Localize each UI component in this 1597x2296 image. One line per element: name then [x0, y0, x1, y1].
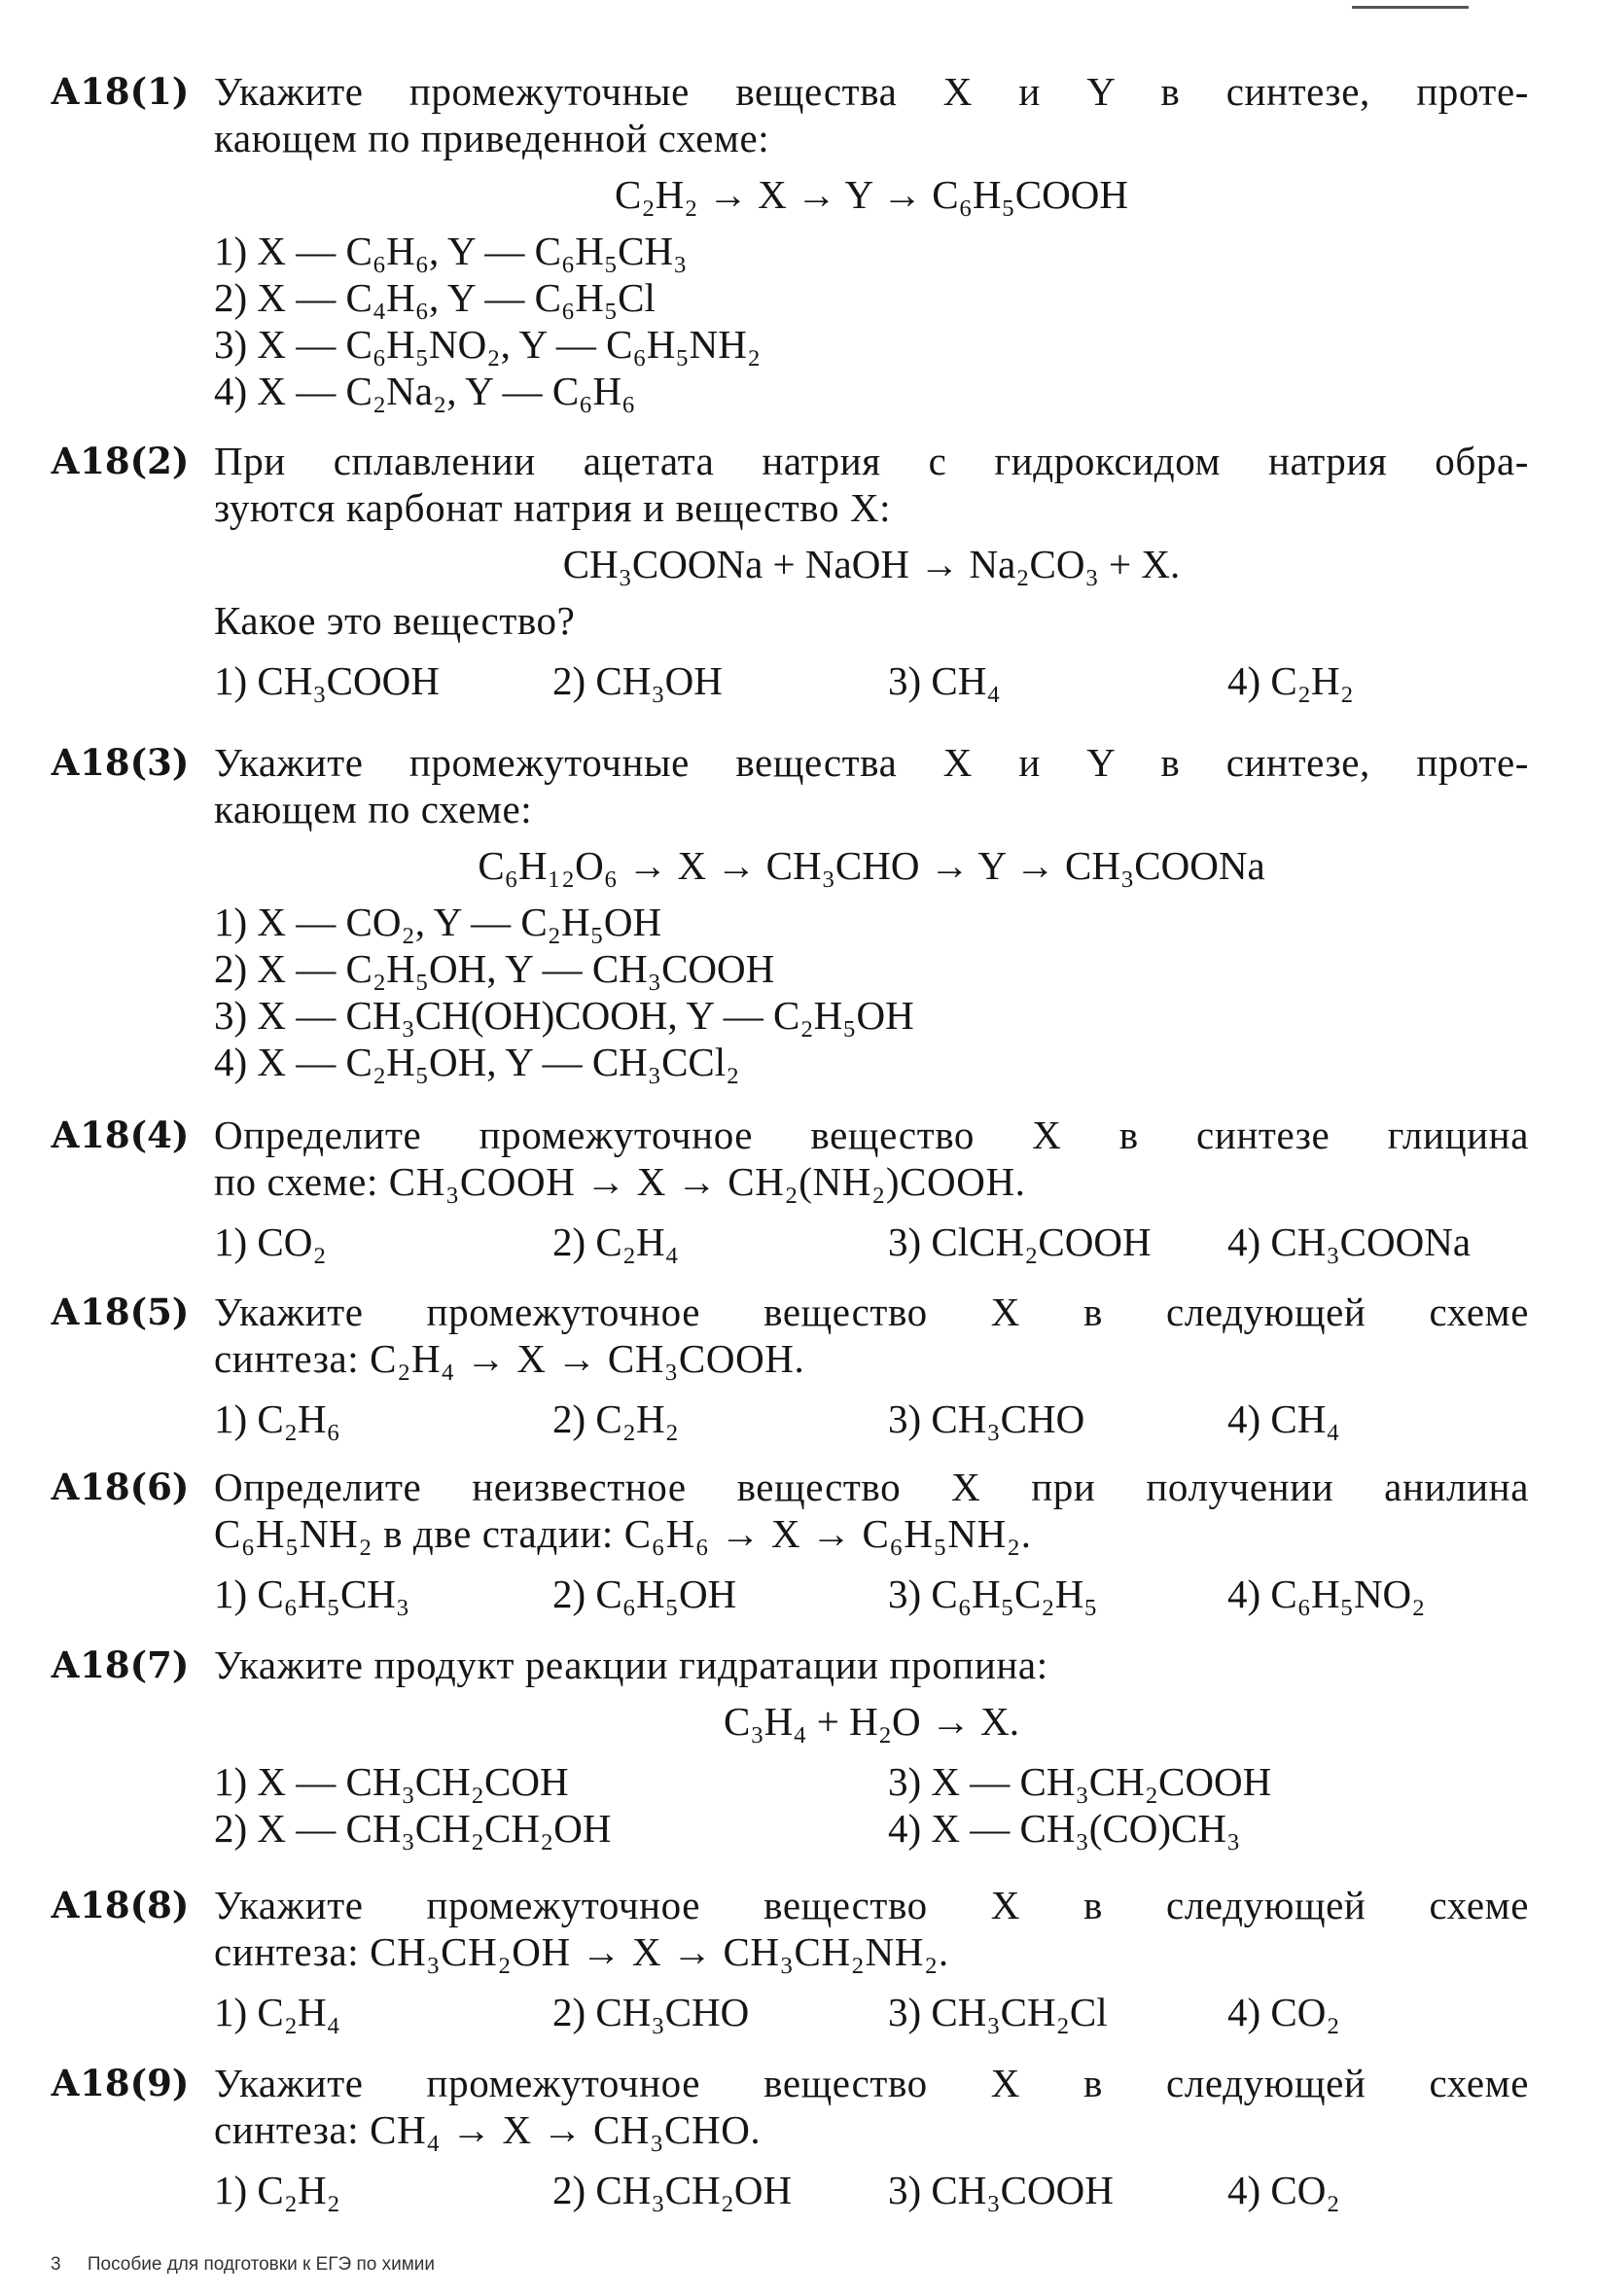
question-id: А18(9): [51, 2062, 190, 2104]
answer-option: 3) X — CH₃CH₂COOH: [888, 1759, 1272, 1804]
question-id: А18(5): [51, 1290, 190, 1333]
question-text-line: При сплавлении ацетата натрия с гидроксидом натрия обра-: [214, 439, 1529, 483]
answer-option: 4) CO₂: [1227, 1990, 1340, 2034]
answer-option: 2) CH₃OH: [552, 658, 723, 703]
answer-option: 1) C₂H₄: [214, 1990, 340, 2034]
reaction-scheme: CH₃COONa + NaOH → Na₂CO₃ + X.: [562, 542, 1181, 586]
answer-option: 1) C₆H₅CH₃: [214, 1572, 410, 1616]
answer-option: 1) CH₃COOH: [214, 658, 440, 703]
answer-options: [214, 899, 1529, 1085]
answer-option: 2) X — C₂H₅OH, Y — CH₃COOH: [214, 946, 775, 991]
question-text-line: Определите неизвестное вещество X при получении анилина: [214, 1465, 1529, 1509]
answer-options: [214, 2167, 1529, 2217]
answer-option: 3) CH₃CH₂Cl: [888, 1990, 1108, 2034]
question-id: А18(6): [51, 1466, 190, 1508]
question-a18-1: [51, 68, 1529, 414]
footer-title: Пособие для подготовки к ЕГЭ по химии: [87, 2254, 436, 2275]
answer-option: 2) X — C₄H₆, Y — C₆H₅Cl: [214, 275, 656, 320]
question-a18-7: [51, 1642, 1529, 1854]
page-number: 3: [51, 2254, 61, 2275]
question-text-line: Определите промежуточное вещество X в синтезе глицина: [214, 1113, 1529, 1157]
answer-option: 2) CH₃CH₂OH: [552, 2168, 793, 2212]
answer-options: [214, 1758, 1529, 1854]
answer-option: 1) X — CH₃CH₂COH: [214, 1759, 569, 1804]
answer-option: 4) X — C₂H₅OH, Y — CH₃CCl₂: [214, 1040, 740, 1084]
answer-option: 4) X — CH₃(CO)CH₃: [888, 1806, 1241, 1851]
answer-option: 4) X — C₂Na₂, Y — C₆H₆: [214, 369, 636, 413]
answer-option: 3) ClCH₂COOH: [888, 1219, 1152, 1264]
answer-option: 2) CH₃CHO: [552, 1990, 750, 2034]
question-id: А18(4): [51, 1113, 190, 1156]
answer-option: 3) CH₄: [888, 658, 1001, 703]
top-rule: [1352, 6, 1469, 9]
question-a18-6: [51, 1464, 1529, 1621]
question-a18-8: [51, 1882, 1529, 2039]
answer-option: 2) X — CH₃CH₂CH₂OH: [214, 1806, 612, 1851]
question-id: А18(3): [51, 741, 190, 784]
answer-options: [214, 228, 1529, 414]
question-text-line: Укажите промежуточные вещества X и Y в синтезе, проте-: [214, 69, 1529, 114]
question-text-line: по схеме: CH₃COOH → X → CH₂(NH₂)COOH.: [214, 1159, 1026, 1204]
answer-option: 2) C₂H₂: [552, 1396, 679, 1441]
question-text-line: кающем по приведенной схеме:: [214, 116, 770, 160]
question-text-line: синтеза: CH₄ → X → CH₃CHO.: [214, 2107, 762, 2152]
question-text-line: Укажите промежуточное вещество X в следующей схеме: [214, 1883, 1529, 1927]
reaction-scheme: C₃H₄ + H₂O → X.: [723, 1699, 1020, 1744]
question-a18-2: [51, 438, 1529, 708]
answer-option: 4) CO₂: [1227, 2168, 1340, 2212]
question-a18-5: [51, 1289, 1529, 1446]
answer-option: 3) X — C₆H₅NO₂, Y — C₆H₅NH₂: [214, 322, 762, 367]
question-text-line: Укажите промежуточные вещества X и Y в синтезе, проте-: [214, 740, 1529, 785]
answer-option: 3) C₆H₅C₂H₅: [888, 1572, 1098, 1616]
reaction-scheme: C₂H₂ → X → Y → C₆H₅COOH: [615, 172, 1128, 217]
question-text-line: Укажите промежуточное вещество X в следующей схеме: [214, 2061, 1529, 2105]
answer-options: [214, 657, 1529, 708]
answer-option: 3) CH₃COOH: [888, 2168, 1114, 2212]
question-id: А18(8): [51, 1884, 190, 1926]
reaction-scheme: C₆H₁₂O₆ → X → CH₃CHO → Y → CH₃COONa: [478, 843, 1265, 888]
question-text-line: синтеза: CH₃CH₂OH → X → CH₃CH₂NH₂.: [214, 1929, 949, 1974]
answer-option: 3) CH₃CHO: [888, 1396, 1085, 1441]
answer-option: 2) C₂H₄: [552, 1219, 679, 1264]
answer-options: [214, 1571, 1529, 1621]
answer-option: 1) C₂H₂: [214, 2168, 340, 2212]
answer-options: [214, 1989, 1529, 2039]
question-a18-9: [51, 2060, 1529, 2217]
answer-option: 1) CO₂: [214, 1219, 327, 1264]
question-followup: Какое это вещество?: [214, 598, 576, 643]
answer-option: 3) X — CH₃CH(OH)COOH, Y — C₂H₅OH: [214, 993, 914, 1038]
question-text-line: кающем по схеме:: [214, 787, 533, 831]
question-text-line: синтеза: C₂H₄ → X → CH₃COOH.: [214, 1336, 805, 1381]
question-a18-3: [51, 739, 1529, 1085]
question-text-line: Укажите продукт реакции гидратации пропина:: [214, 1643, 1048, 1687]
answer-option: 2) C₆H₅OH: [552, 1572, 737, 1616]
question-id: А18(2): [51, 440, 190, 482]
question-text-line: зуются карбонат натрия и вещество X:: [214, 485, 892, 530]
answer-option: 4) CH₃COONa: [1227, 1219, 1472, 1264]
answer-option: 1) C₂H₆: [214, 1396, 340, 1441]
answer-options: [214, 1395, 1529, 1446]
answer-option: 1) X — CO₂, Y — C₂H₅OH: [214, 900, 662, 944]
answer-option: 1) X — C₆H₆, Y — C₆H₅CH₃: [214, 229, 688, 273]
question-id: А18(1): [51, 70, 190, 113]
answer-option: 4) C₂H₂: [1227, 658, 1354, 703]
question-text-line: Укажите промежуточное вещество X в следующей схеме: [214, 1289, 1529, 1334]
answer-option: 4) C₆H₅NO₂: [1227, 1572, 1426, 1616]
answer-option: 4) CH₄: [1227, 1396, 1340, 1441]
question-id: А18(7): [51, 1643, 190, 1686]
answer-options: [214, 1219, 1529, 1269]
page-footer: [51, 2254, 435, 2276]
question-text-line: C₆H₅NH₂ в две стадии: C₆H₆ → X → C₆H₅NH₂.: [214, 1511, 1032, 1556]
question-a18-4: [51, 1112, 1529, 1269]
